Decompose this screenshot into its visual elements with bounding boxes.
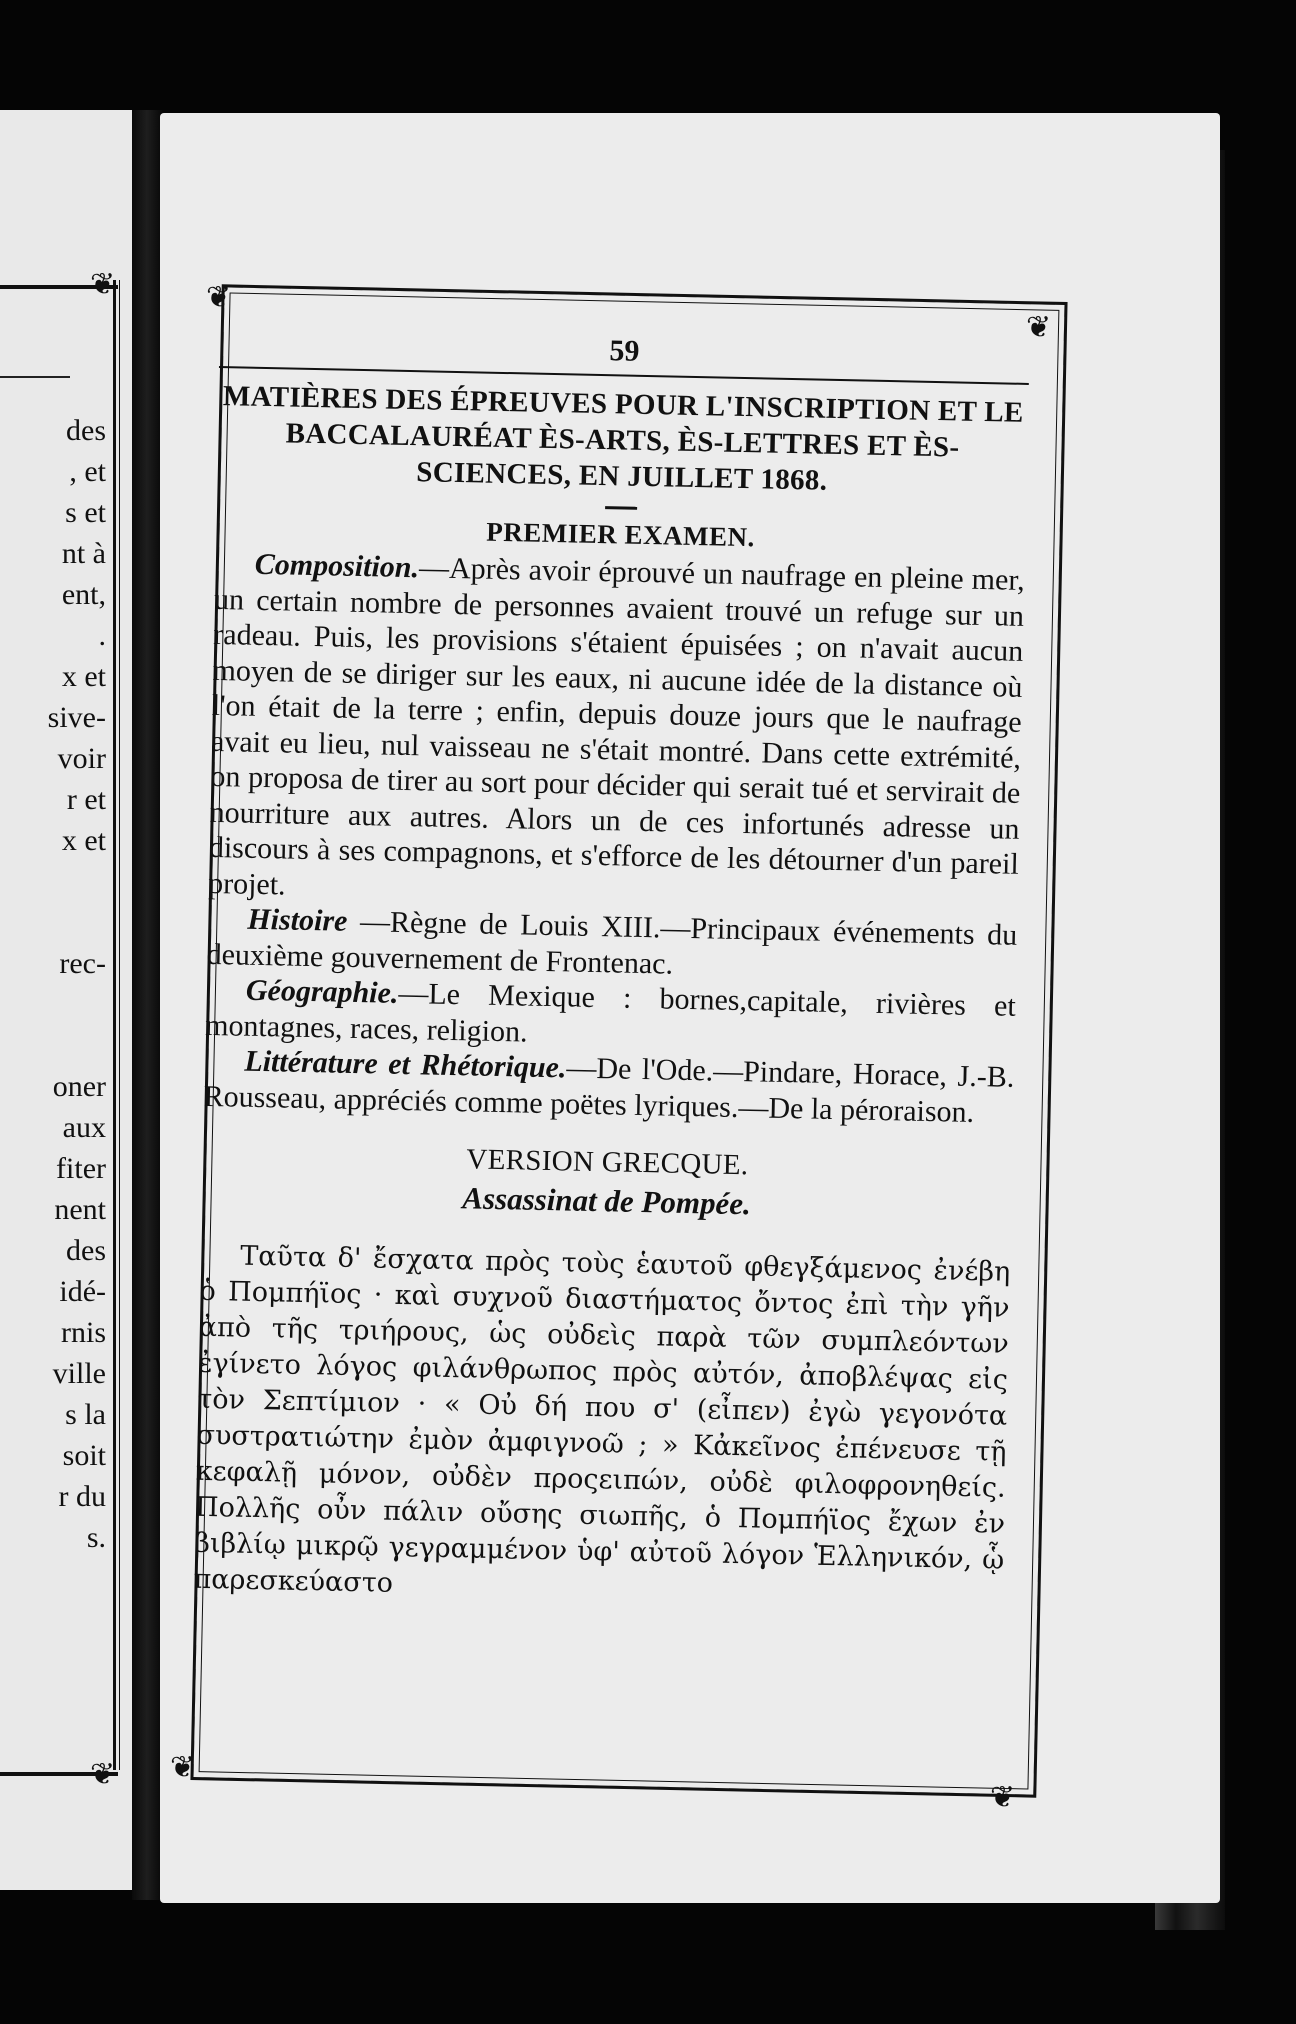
previous-page-line — [0, 984, 106, 1025]
text-histoire: —Règne de Louis XIII.—Principaux événements du deuxième gouvernement de Frontenac. — [206, 904, 1018, 981]
previous-page-line: rnis — [61, 1316, 106, 1349]
previous-page-line: . — [98, 619, 106, 652]
previous-page-line: s et — [65, 496, 106, 529]
text-composition: —Après avoir éprouvé un naufrage en pleine mer, un certain nombre de personnes avaient trouvé un refuge sur un radeau. Puis, les provisions s'étaient épuisées ; on n'avait aucun moyen de se diriger sur les eaux, ni aucune idée de la distance où l'on était de la terre ; enfin, depuis douze jours que le naufrage avait eu lieu, nul vaisseau ne s'était montré. Dans cette extrémité, on proposa de tirer au sort pour décider qui serait tué et servirait de nourriture aux autres. Alors un de ces infortunés adresse un discours à ses compagnons, et s'efforce de les détourner d'un pareil projet. — [207, 551, 1026, 901]
ornament-icon: ❦ — [90, 268, 116, 301]
previous-page-line: , et — [69, 455, 106, 488]
previous-page-line: nent — [54, 1193, 106, 1226]
section-heading-version-grecque: VERSION GRECQUE. — [466, 1143, 749, 1182]
book-page — [160, 113, 1220, 1903]
ornament-icon: ❦ — [90, 1758, 116, 1791]
previous-page-line — [0, 1025, 106, 1066]
previous-page — [0, 110, 132, 1890]
page-title: MATIÈRES DES ÉPREUVES POUR L'INSCRIPTION ET LE BACCALAURÉAT ÈS-ARTS, ÈS-LETTRES ET ÈS-SCIENCES, EN JUILLET 1868. — [222, 380, 1024, 497]
label-geographie: Géographie. — [245, 973, 399, 1010]
label-histoire: Histoire — [247, 902, 348, 938]
title-divider — [605, 506, 637, 510]
previous-page-line: fiter — [56, 1152, 106, 1185]
label-litterature: Littérature et Rhétorique. — [244, 1044, 567, 1085]
previous-page-line: rec- — [59, 947, 106, 980]
previous-page-line: r du — [58, 1480, 106, 1513]
previous-page-line: idé- — [59, 1275, 106, 1308]
page-content — [193, 318, 1030, 1642]
previous-page-line — [0, 861, 106, 902]
label-composition: Composition. — [254, 547, 420, 585]
greek-passage: Ταῦτα δ' ἔσχατα πρὸς τοὺς ἑαυτοῦ φθεγξάμενος ἐνέβη ὁ Πομπήϊος · καὶ συχνοῦ διαστήματος ὄντος ἐπὶ τὴν γῆν ἀπὸ τῆς τριήρους, ὡς οὐδεὶς παρὰ τῶν συμπλεόντων ἐγίνετο λόγος φιλάνθρωπος πρὸς αὐτόν, ἀποβλέψας εἰς τὸν Σεπτίμιον · « Οὐ δή που σ' (εἶπεν) ἐγὼ γεγονότα συστρατιώτην ἐμὸν ἀμφιγνοῶ ; » Κἀκεῖνος ἐπένευσε τῇ κεφαλῇ μόνον, οὐδὲν προςειπών, οὐδὲ φιλοφρονηθείς. Πολλῆς οὖν πάλιν οὔσης σιωπῆς, ὁ Πομπήϊος ἔχων ἐν βιβλίῳ μικρῷ γεγραμμένον ὑφ' αὐτοῦ λόγον Ἑλληνικόν, ᾧ παρεσκεύαστο — [193, 1240, 1011, 1599]
ornament-icon: ❦ — [1026, 311, 1052, 344]
previous-page-text — [0, 410, 106, 1558]
book-spine — [132, 110, 162, 1900]
previous-page-line: des — [66, 414, 106, 447]
previous-page-line: oner — [52, 1070, 106, 1103]
previous-page-line: ent, — [61, 578, 106, 611]
previous-page-line: s. — [86, 1521, 106, 1554]
previous-page-line: voir — [57, 742, 106, 775]
version-subtitle: Assassinat de Pompée. — [462, 1180, 752, 1222]
previous-page-frame-side — [113, 280, 120, 1770]
ornament-icon: ❦ — [170, 1751, 196, 1784]
previous-page-line: ville — [52, 1357, 106, 1390]
previous-page-line: s la — [65, 1398, 106, 1431]
previous-page-line: x et — [61, 660, 106, 693]
text-geographie: —Le Mexique : bornes,capitale, rivières et montagnes, races, religion. — [204, 976, 1017, 1049]
previous-page-line: aux — [62, 1111, 106, 1144]
previous-page-rule — [0, 376, 70, 378]
ornament-icon: ❦ — [990, 1781, 1016, 1814]
text-litterature: —De l'Ode.—Pindare, Horace, J.-B. Rousseau, appréciés comme poëtes lyriques.—De la péroraison. — [203, 1051, 1015, 1129]
paragraph-composition — [208, 546, 1025, 918]
page-number: 59 — [609, 334, 640, 368]
previous-page-line: des — [66, 1234, 106, 1267]
previous-page-line: sive- — [47, 701, 106, 734]
previous-page-line: r et — [66, 783, 106, 816]
previous-page-line — [0, 902, 106, 943]
ornament-icon: ❦ — [206, 281, 232, 314]
previous-page-line: nt à — [61, 537, 106, 570]
previous-page-line: soit — [62, 1439, 106, 1472]
previous-page-line: x et — [61, 824, 106, 857]
section-heading-premier-examen: PREMIER EXAMEN. — [486, 516, 756, 553]
